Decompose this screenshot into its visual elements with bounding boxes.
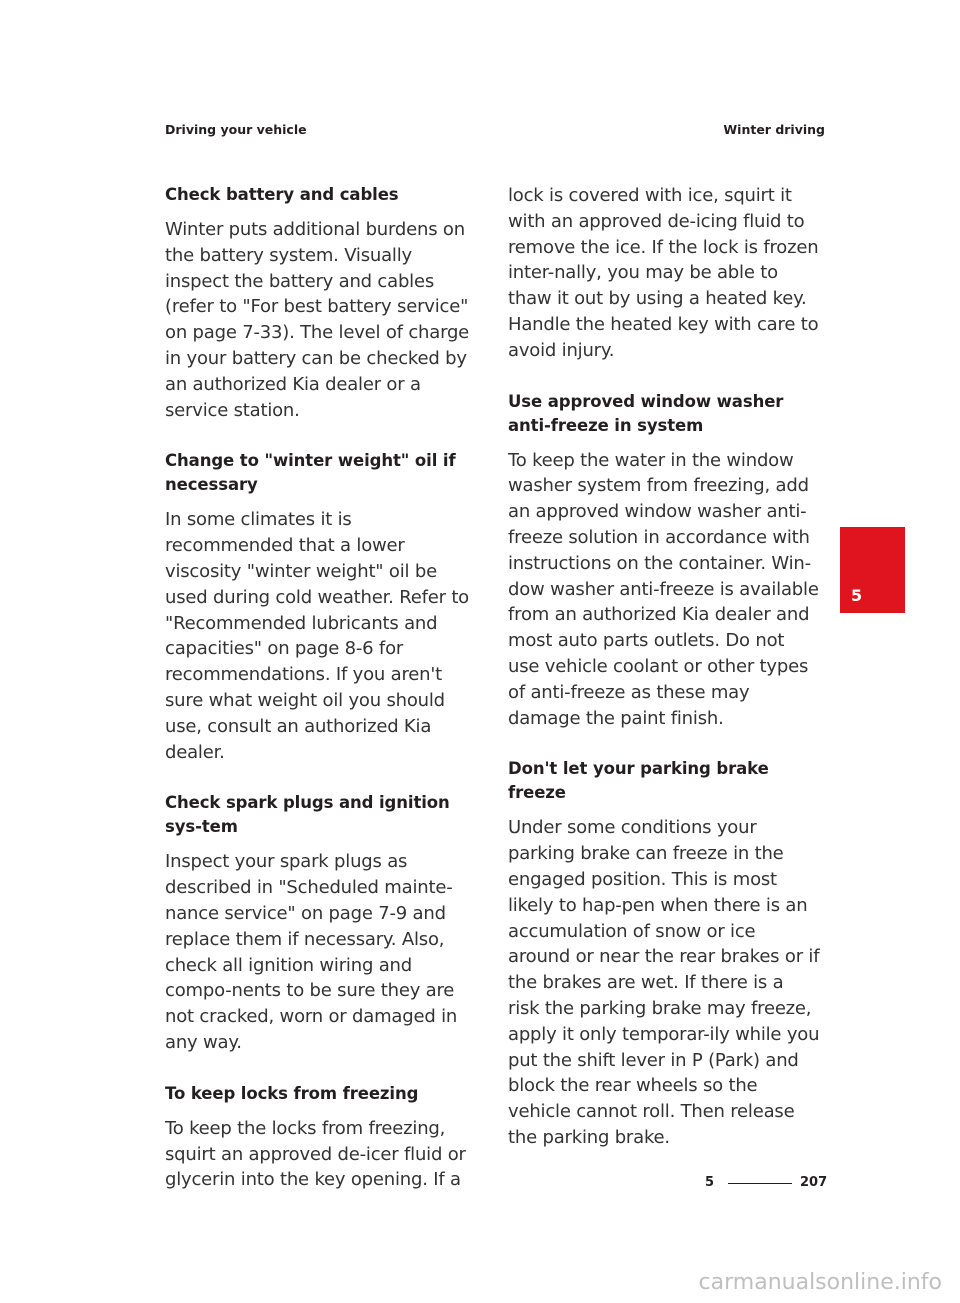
section-brake xyxy=(508,757,820,1150)
right-column xyxy=(508,183,820,1177)
heading-brake: Don't let your parking brake freeze xyxy=(508,759,769,803)
heading-washer: Use approved window washer anti-freeze in system xyxy=(508,391,784,435)
body-washer: To keep the water in the window washer system from freezing, add an approved window washer anti-freeze solution in accordance with instructions on the container. Win-dow washer anti-freeze is available from an authorized Kia dealer and most auto parts outlets. Do not use vehicle coolant or other types of anti-freeze as these may damage the paint finish. xyxy=(508,449,819,729)
heading-battery: Check battery and cables xyxy=(165,185,399,204)
body-spark: Inspect your spark plugs as described in "Scheduled mainte-nance service" on page 7-9 and replace them if necessary. Also, check all ignition wiring and compo-nents to be sure they are not cracked, worn or damaged in any way. xyxy=(165,851,458,1053)
section-locks xyxy=(165,1082,477,1193)
watermark: carmanualsonline.info xyxy=(698,1270,942,1295)
section-spark xyxy=(165,791,477,1055)
footer-divider xyxy=(728,1183,792,1184)
section-battery xyxy=(165,183,477,423)
body-oil: In some climates it is recommended that a lower viscosity "winter weight" oil be used during cold weather. Refer to "Recommended lubricants and capacities" on page 8-6 for recommendations. If you aren't sure what weight oil you should use, consult an authorized Kia dealer. xyxy=(165,509,469,763)
footer-chapter-number: 5 xyxy=(705,1175,715,1190)
body-locks-continued: lock is covered with ice, squirt it with an approved de-icing fluid to remove the ice. If the lock is frozen inter-nally, you may be able to thaw it out by using a heated key. Handle the heated key with care to avoid injury. xyxy=(508,185,819,361)
chapter-tab xyxy=(840,527,905,613)
body-brake: Under some conditions your parking brake can freeze in the engaged position. This is most likely to hap-pen when there is an accumulation of snow or ice around or near the rear brakes or if the brakes are wet. If there is a risk the parking brake may freeze, apply it only temporar-ily while you put the shift lever in P (Park) and block the rear wheels so the vehicle cannot roll. Then release the parking brake. xyxy=(508,817,820,1148)
running-header-section: Winter driving xyxy=(723,122,825,137)
heading-oil: Change to "winter weight" oil if necessary xyxy=(165,451,456,495)
heading-spark: Check spark plugs and ignition sys-tem xyxy=(165,793,450,837)
heading-locks: To keep locks from freezing xyxy=(165,1083,419,1103)
section-washer xyxy=(508,390,820,732)
footer-page-number: 207 xyxy=(800,1175,828,1190)
section-locks-continued xyxy=(508,183,820,364)
chapter-tab-number: 5 xyxy=(851,586,863,605)
body-locks: To keep the locks from freezing, squirt an approved de-icer fluid or glycerin into the key opening. If a xyxy=(165,1117,466,1191)
running-header-chapter: Driving your vehicle xyxy=(165,122,307,137)
section-oil xyxy=(165,449,477,765)
body-battery: Winter puts additional burdens on the battery system. Visually inspect the battery and cables (refer to "For best battery service" on page 7-33). The level of charge in your battery can be checked by an authorized Kia dealer or a service station. xyxy=(165,219,470,421)
left-column xyxy=(165,183,477,1219)
